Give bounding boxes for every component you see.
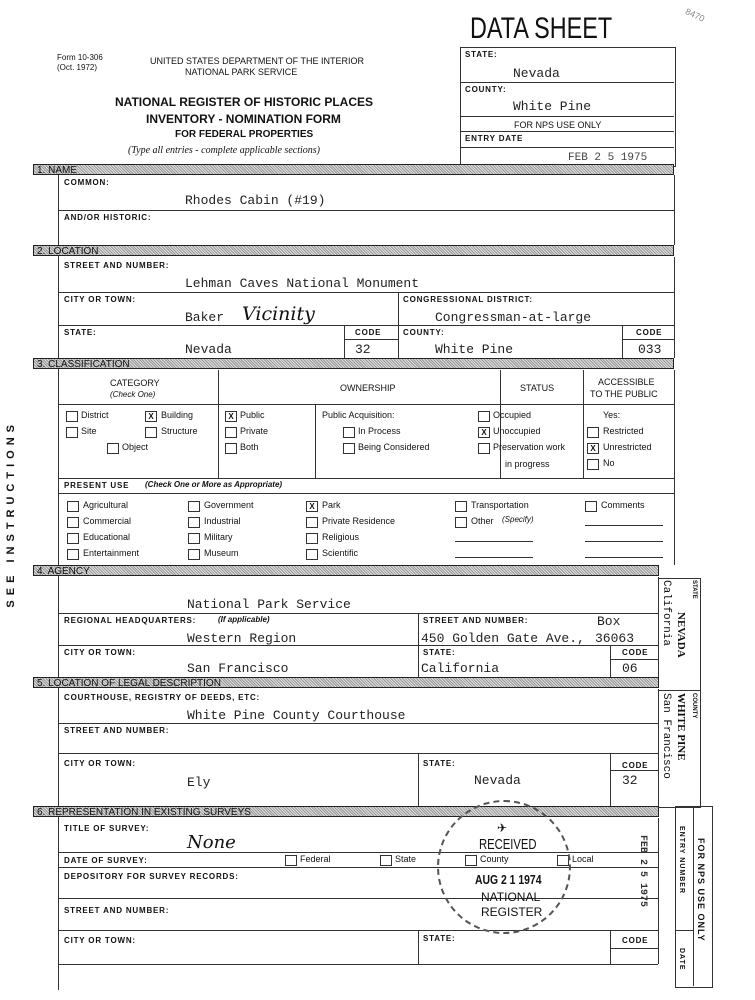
checkbox-label: Military	[204, 532, 233, 542]
survey-code-label: CODE	[622, 936, 649, 945]
regional-hq-note: (If applicable)	[218, 615, 270, 624]
ownership-private-checkbox[interactable]	[225, 427, 237, 438]
survey-state-label: STATE:	[423, 934, 456, 943]
present-use-private-residence-checkbox[interactable]	[306, 517, 318, 528]
agency-name-value: National Park Service	[187, 597, 351, 612]
acquisition-in-process-checkbox[interactable]	[343, 427, 355, 438]
present-use-agricultural-checkbox[interactable]	[67, 501, 79, 512]
checkbox-label: Industrial	[204, 516, 241, 526]
present-use-commercial-checkbox[interactable]	[67, 517, 79, 528]
form-date: (Oct. 1972)	[57, 63, 98, 72]
agency-city-label: CITY OR TOWN:	[64, 648, 136, 657]
checkbox-label: Site	[81, 426, 97, 436]
ownership-public-checkbox[interactable]: X	[225, 411, 237, 422]
survey-date-label: DATE OF SURVEY:	[64, 856, 148, 865]
access-restricted-checkbox[interactable]	[587, 427, 599, 438]
present-use-label: PRESENT USE	[64, 481, 130, 490]
form-title-3: FOR FEDERAL PROPERTIES	[175, 129, 314, 140]
survey-title-value: None	[187, 832, 236, 853]
checkbox-label: Being Considered	[358, 442, 430, 452]
checkbox-label: Object	[122, 442, 149, 452]
category-structure-checkbox[interactable]	[145, 427, 157, 438]
checkbox-label: Commercial	[83, 516, 132, 526]
acquisition-being-considered-checkbox[interactable]	[343, 443, 355, 454]
checkbox-label: Government	[204, 500, 254, 510]
district-label: CONGRESSIONAL DISTRICT:	[403, 295, 533, 304]
category-district-checkbox[interactable]	[66, 411, 78, 422]
county-code-label: CODE	[636, 328, 663, 337]
present-use-military-checkbox[interactable]	[188, 533, 200, 544]
entry-date-stamp-vertical: FEB 2 5 1975	[637, 835, 648, 908]
legal-street-label: STREET AND NUMBER:	[64, 726, 170, 735]
courthouse-label: COURTHOUSE, REGISTRY OF DEEDS, ETC:	[64, 693, 261, 702]
checkbox-label: Private Residence	[322, 516, 396, 526]
stamp-date: AUG 2 1 1974	[475, 872, 542, 887]
depository-label: DEPOSITORY FOR SURVEY RECORDS:	[64, 872, 239, 881]
checkbox-label: In Process	[358, 426, 401, 436]
sidebar-nps-only: FOR NPS USE ONLY	[696, 838, 706, 942]
accessible-header-1: ACCESSIBLE	[598, 377, 655, 387]
legal-state-value: Nevada	[474, 773, 521, 788]
status-unoccupied-checkbox[interactable]: X	[478, 427, 490, 438]
checkbox-label: Agricultural	[83, 500, 129, 510]
checkbox-label: Transportation	[471, 500, 529, 510]
present-use-transportation-checkbox[interactable]	[455, 501, 467, 512]
databox-entry-date-label: ENTRY DATE	[465, 134, 524, 143]
state-label: STATE:	[64, 328, 97, 337]
checkbox-label: Federal	[300, 854, 331, 864]
stamp-national: NATIONAL	[481, 890, 541, 904]
present-use-other-checkbox[interactable]	[455, 517, 467, 528]
sidebar-entry-number: ENTRY NUMBER	[678, 826, 685, 895]
present-use-industrial-checkbox[interactable]	[188, 517, 200, 528]
historic-label: AND/OR HISTORIC:	[64, 213, 152, 222]
databox-state-label: STATE:	[465, 50, 498, 59]
present-use-museum-checkbox[interactable]	[188, 549, 200, 560]
county-code-value: 033	[638, 342, 662, 357]
form-title-2: INVENTORY - NOMINATION FORM	[146, 112, 341, 126]
sidebar-county-value: WHITE PINE	[675, 693, 687, 761]
legal-code-value: 32	[622, 773, 638, 788]
see-instructions-label: SEE INSTRUCTIONS	[5, 420, 17, 608]
checkbox-label: Park	[322, 500, 341, 510]
databox-county-label: COUNTY:	[465, 85, 507, 94]
airplane-icon: ✈	[497, 821, 508, 835]
present-use-religious-checkbox[interactable]	[306, 533, 318, 544]
checkbox-label: Occupied	[493, 410, 532, 420]
stamp-received: RECEIVED	[479, 836, 537, 853]
state-code-label: CODE	[355, 328, 382, 337]
databox-county: White Pine	[513, 99, 592, 114]
category-site-checkbox[interactable]	[66, 427, 78, 438]
city-value: Baker	[185, 310, 225, 325]
checkbox-label: Unoccupied	[493, 426, 541, 436]
checkbox-label: Structure	[161, 426, 198, 436]
agency-code-value: 06	[622, 661, 638, 676]
district-value: Congressman-at-large	[435, 310, 592, 325]
agency-city-value: San Francisco	[187, 661, 289, 676]
common-name-value: Rhodes Cabin (#19)	[185, 193, 326, 208]
category-building-checkbox[interactable]: X	[145, 411, 157, 422]
city-handwritten-note: Vicinity	[242, 303, 315, 325]
present-use-note: (Check One or More as Appropriate)	[145, 480, 283, 489]
survey-street-label: STREET AND NUMBER:	[64, 906, 170, 915]
status-preservation-checkbox[interactable]	[478, 443, 490, 454]
section-classification-header: 3. CLASSIFICATION	[33, 358, 674, 369]
section-name-header: 1. NAME	[33, 164, 674, 175]
in-progress-label: in progress	[505, 459, 550, 469]
service: NATIONAL PARK SERVICE	[185, 67, 298, 77]
present-use-government-checkbox[interactable]	[188, 501, 200, 512]
ownership-header: OWNERSHIP	[340, 383, 396, 393]
ownership-both-checkbox[interactable]	[225, 443, 237, 454]
agency-box-number: 36063	[595, 631, 635, 646]
databox-nps-only: FOR NPS USE ONLY	[514, 120, 602, 130]
access-no-checkbox[interactable]	[587, 459, 599, 470]
common-label: COMMON:	[64, 178, 110, 187]
checkbox-label: Educational	[83, 532, 131, 542]
category-object-checkbox[interactable]	[107, 443, 119, 454]
courthouse-value: White Pine County Courthouse	[187, 708, 406, 723]
category-header: CATEGORY	[110, 378, 160, 388]
category-check-one: (Check One)	[110, 390, 156, 399]
databox-state: Nevada	[513, 66, 560, 81]
county-label: COUNTY:	[403, 328, 445, 337]
present-use-park-checkbox[interactable]: X	[306, 501, 318, 512]
data-sheet-title: DATA SHEET	[470, 12, 613, 45]
form-number: Form 10-306	[57, 53, 103, 62]
checkbox-label: District	[81, 410, 109, 420]
checkbox-label: Religious	[322, 532, 360, 542]
checkbox-label: Public	[240, 410, 265, 420]
county-value: White Pine	[435, 342, 514, 357]
department: UNITED STATES DEPARTMENT OF THE INTERIOR	[150, 56, 365, 66]
state-code-value: 32	[355, 342, 371, 357]
survey-city-label: CITY OR TOWN:	[64, 936, 136, 945]
sidebar-state-value: NEVADA	[675, 612, 687, 658]
checkbox-label: No	[603, 458, 615, 468]
public-acquisition-label: Public Acquisition:	[322, 410, 395, 420]
survey-title-label: TITLE OF SURVEY:	[64, 824, 150, 833]
checkbox-label: Other	[471, 516, 494, 526]
present-use-comments-checkbox[interactable]	[585, 501, 597, 512]
present-use-educational-checkbox[interactable]	[67, 533, 79, 544]
corner-note: 8470	[683, 6, 707, 24]
checkbox-label: Entertainment	[83, 548, 140, 558]
regional-hq-label: REGIONAL HEADQUARTERS:	[64, 616, 197, 625]
agency-code-label: CODE	[622, 648, 649, 657]
status-header: STATUS	[520, 383, 555, 393]
section-agency-header: 4. AGENCY	[33, 565, 659, 576]
street-label: STREET AND NUMBER:	[64, 261, 170, 270]
agency-box-label: Box	[597, 614, 621, 629]
survey-state-checkbox[interactable]	[380, 855, 392, 866]
entry-date-stamp: FEB 2 5 1975	[568, 152, 648, 164]
agency-state-value: California	[421, 661, 500, 676]
survey-federal-checkbox[interactable]	[285, 855, 297, 866]
accessible-header-2: TO THE PUBLIC	[590, 389, 658, 399]
state-value: Nevada	[185, 342, 232, 357]
section-location-header: 2. LOCATION	[33, 245, 674, 256]
section-legal-header: 5. LOCATION OF LEGAL DESCRIPTION	[33, 677, 659, 688]
checkbox-label: State	[395, 854, 417, 864]
sidebar-county-typed: San Francisco	[660, 693, 672, 779]
checkbox-label: Scientific	[322, 548, 359, 558]
legal-code-label: CODE	[622, 761, 649, 770]
access-unrestricted-checkbox[interactable]: X	[587, 443, 599, 454]
legal-city-label: CITY OR TOWN:	[64, 759, 136, 768]
checkbox-label: Unrestricted	[603, 442, 652, 452]
other-specify-note: (Specify)	[502, 515, 534, 524]
sidebar-date: DATE	[678, 948, 685, 971]
checkbox-label: Local	[572, 854, 594, 864]
form-title-1: NATIONAL REGISTER OF HISTORIC PLACES	[115, 95, 374, 109]
present-use-entertainment-checkbox[interactable]	[67, 549, 79, 560]
sidebar-county-label: COUNTY	[691, 693, 697, 719]
stamp-register: REGISTER	[481, 905, 543, 919]
checkbox-label: Preservation work	[493, 442, 566, 452]
checkbox-label: Building	[161, 410, 194, 420]
agency-state-label: STATE:	[423, 648, 456, 657]
street-value: Lehman Caves National Monument	[185, 276, 420, 291]
checkbox-label: Private	[240, 426, 269, 436]
checkbox-label: County	[480, 854, 509, 864]
yes-label: Yes:	[603, 410, 621, 420]
present-use-scientific-checkbox[interactable]	[306, 549, 318, 560]
status-occupied-checkbox[interactable]	[478, 411, 490, 422]
checkbox-label: Comments	[601, 500, 645, 510]
checkbox-label: Restricted	[603, 426, 644, 436]
legal-state-label: STATE:	[423, 759, 456, 768]
section-surveys-header: 6. REPRESENTATION IN EXISTING SURVEYS	[33, 806, 659, 817]
agency-street-value: 450 Golden Gate Ave.,	[421, 631, 585, 646]
sidebar-state-label: STATE	[691, 580, 697, 599]
form-instructions: (Type all entries - complete applicable sections)	[128, 145, 320, 156]
regional-hq-value: Western Region	[187, 631, 297, 646]
checkbox-label: Museum	[204, 548, 239, 558]
checkbox-label: Both	[240, 442, 259, 452]
sidebar-state-typed: California	[660, 580, 672, 647]
received-stamp	[437, 800, 571, 934]
city-label: CITY OR TOWN:	[64, 295, 136, 304]
legal-city-value: Ely	[187, 775, 211, 790]
agency-street-label: STREET AND NUMBER:	[423, 616, 529, 625]
